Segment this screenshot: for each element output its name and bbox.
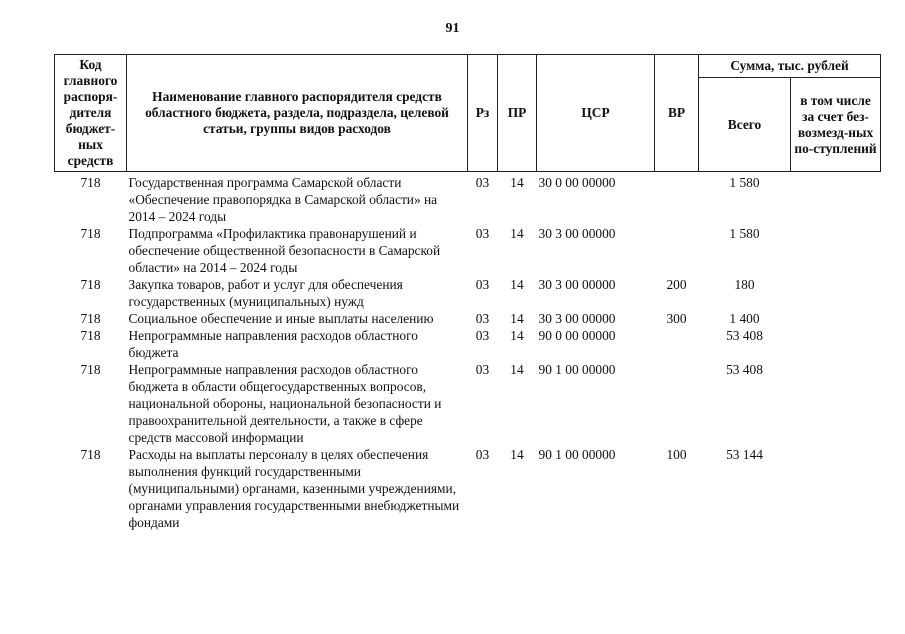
cell-csr: 30 0 00 00000 [538,175,616,190]
cell-gratuitous [791,327,881,361]
cell-code: 718 [80,311,101,326]
cell-csr: 90 1 00 00000 [538,362,616,377]
header-csr: ЦСР [537,55,655,172]
cell-name: Подпрограмма «Профилактика правонарушений и обеспечение общественной безопасности в Самарской области» на 2014 – 2024 годы [128,226,441,275]
cell-vr: 200 [666,277,687,292]
cell-pr: 14 [510,328,524,343]
cell-pr: 14 [510,175,524,190]
header-code: Код главного распоря-дителя бюджет-ных средств [55,55,127,172]
cell-name: Государственная программа Самарской области «Обеспечение правопорядка в Самарской области» на 2014 – 2024 годы [128,175,438,224]
cell-code: 718 [80,175,101,190]
header-rz: Рз [468,55,498,172]
cell-gratuitous [791,225,881,276]
cell-gratuitous [791,310,881,327]
table-row [55,225,881,276]
table-row [55,172,881,226]
header-vr: ВР [655,55,699,172]
cell-rz: 03 [475,362,490,377]
cell-total: 1 400 [729,311,760,326]
table-row [55,361,881,446]
cell-rz: 03 [475,226,490,241]
cell-vr [655,327,699,361]
table-row [55,327,881,361]
cell-total: 53 408 [726,362,763,377]
cell-rz: 03 [475,277,490,292]
cell-csr: 30 3 00 00000 [538,311,616,326]
table-row [55,276,881,310]
cell-vr: 300 [666,311,687,326]
cell-code: 718 [80,328,101,343]
cell-csr: 30 3 00 00000 [538,226,616,241]
cell-total: 180 [734,277,755,292]
cell-gratuitous [791,361,881,446]
header-name: Наименование главного распорядителя средств областного бюджета, раздела, подраздела, целевой статьи, группы видов расходов [127,55,468,172]
cell-vr [655,225,699,276]
cell-total: 53 144 [726,447,763,462]
cell-code: 718 [80,277,101,292]
cell-pr: 14 [510,447,524,462]
cell-pr: 14 [510,277,524,292]
cell-name: Расходы на выплаты персоналу в целях обеспечения выполнения функций государственными (муниципальными) органами, казенными учреждениями, органами управления государственными внебюджетными фондами [128,447,460,530]
cell-gratuitous [791,276,881,310]
cell-pr: 14 [510,311,524,326]
cell-name: Непрограммные направления расходов областного бюджета в области общегосударственных вопросов, национальной обороны, национальной безопасности и правоохранительной деятельности, а также в сфере средств массовой информации [128,362,442,445]
header-pr: ПР [498,55,537,172]
header-sum: Сумма, тыс. рублей [699,55,881,78]
table-body [55,172,881,532]
cell-total: 1 580 [729,175,760,190]
cell-pr: 14 [510,362,524,377]
header-gratuitous: в том числе за счет без-возмезд-ных по-ступлений [791,78,881,172]
cell-name: Непрограммные направления расходов областного бюджета [128,328,418,360]
cell-total: 53 408 [726,328,763,343]
budget-table [54,54,881,531]
cell-name: Социальное обеспечение и иные выплаты населению [128,311,434,326]
table-row [55,446,881,531]
cell-rz: 03 [475,328,490,343]
header-total: Всего [699,78,791,172]
cell-csr: 90 1 00 00000 [538,447,616,462]
cell-rz: 03 [475,311,490,326]
cell-total: 1 580 [729,226,760,241]
cell-rz: 03 [475,175,490,190]
cell-csr: 90 0 00 00000 [538,328,616,343]
cell-vr [655,172,699,226]
cell-code: 718 [80,362,101,377]
cell-code: 718 [80,447,101,462]
cell-csr: 30 3 00 00000 [538,277,616,292]
cell-vr [655,361,699,446]
cell-name: Закупка товаров, работ и услуг для обеспечения государственных (муниципальных) нужд [128,277,403,309]
page-number: 91 [445,21,460,36]
cell-pr: 14 [510,226,524,241]
table-row [55,310,881,327]
cell-gratuitous [791,446,881,531]
table-header [55,55,881,172]
cell-vr: 100 [666,447,687,462]
cell-rz: 03 [475,447,490,462]
cell-code: 718 [80,226,101,241]
cell-gratuitous [791,172,881,226]
